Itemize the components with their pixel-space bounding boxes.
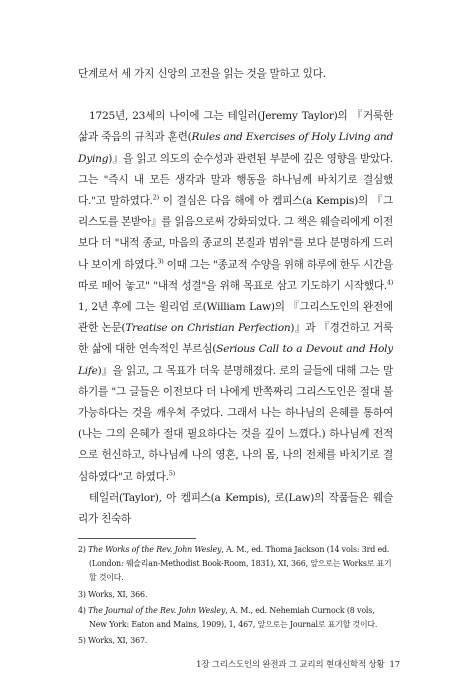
footnote-text: , A. M., ed. Thoma Jackson (14 vols: 3rd ed.(London: 웨슬리an-Methodist Book-Room, 1831), XI, 366, 앞으로는 Works로 표기할 것이다. [89, 545, 392, 583]
text-run: )』을 읽고, 그 목표가 더욱 분명해졌다. 로의 글들에 대해 그는 말하기를 "그 글들은 이전보다 더 나에게 반쪽짜리 그리스도인은 절대 불가능하다는 것을 깨우쳐 주었다. 그래서 나는 하나님의 은혜를 통하여(나는 그의 은혜가 절대 필요하다는 것을 깊이 느꼈다.) 하나님께 전적으로 헌신하고, 하나님께 나의 영혼, 나의 몸, 나의 전체를 바치기로 결심하였다"고 하였다. [78, 364, 393, 483]
footnote-ref[interactable]: 5) [168, 469, 175, 478]
footnote-ref[interactable]: 4) [386, 278, 393, 287]
text-run: )』을 읽고 의도의 순수성과 관련된 부분에 깊은 영향을 받았다. 그는 "즉시 내 모든 생각과 말과 행동을 하나님께 바치기로 결심했다."고 말하였다. [78, 152, 393, 208]
body-text [78, 64, 393, 530]
paragraph-taylor-kempis-law: 테일러(Taylor), 아 켐피스(a Kempis), 로(Law)의 작품들은 웨슬리가 친숙하 [78, 491, 393, 526]
paragraph-continuation: 단계로서 세 가지 신앙의 고전을 읽는 것을 말하고 있다. [78, 68, 326, 80]
text-run: 1, 2년 후에 그는 윌리엄 로(William Law)의 『그리스도인의 완전에 관한 논문( [78, 301, 393, 335]
book-title-italic: Serious Call to a Devout and Holy Life [78, 343, 393, 377]
footnote-title-italic: The Journal of the Rev. John Wesley [88, 605, 226, 615]
paragraph-1725 [78, 106, 393, 488]
paragraph-gap [78, 85, 393, 106]
footnotes [78, 538, 393, 650]
text-run: 이때 그는 "종교적 수양을 위해 하루에 한두 시간을 따로 떼어 놓고" "내적 성결"을 위해 목표로 삼고 기도하기 시작했다. [78, 258, 393, 292]
footnote-number: 4) [78, 605, 86, 615]
footnote-title-italic: The Works of the Rev. John Wesley [88, 545, 222, 554]
chapter-title: 1장 그리스도인의 완전과 그 교리의 현대신학적 상황 [196, 659, 385, 669]
footnote-text: Works, XI, 366. [88, 589, 148, 599]
footnote-item [78, 543, 393, 586]
text-run: )』과 『경건하고 거룩한 삶에 대한 연속적인 부르심( [78, 322, 393, 356]
footnote-text: , A. M., ed. Nehemiah Curnock (8 vols, New York: Eaton and Mains, 1909), 1, 467, 앞으로는 Journal로 표기할 것이다. [89, 605, 378, 630]
running-footer [196, 658, 400, 670]
footnote-item [78, 588, 393, 602]
text-run: 1725년, 23세의 나이에 그는 테일러(Jeremy Taylor)의 『거룩한 삶과 죽음의 규칙과 훈련( [78, 110, 393, 144]
footnote-number: 2) [78, 545, 86, 554]
footnote-ref[interactable]: 2) [152, 193, 159, 202]
book-title-italic: Rules and Exercises of Holy Living and Dying [78, 131, 393, 165]
footnote-text: Works, XI, 367. [88, 636, 148, 646]
footnote-ref[interactable]: 3) [157, 257, 164, 266]
book-title-italic: Treatise on Christian Perfection [125, 322, 291, 335]
page-number: 17 [389, 659, 400, 669]
footnote-divider [78, 538, 196, 539]
footnote-item [78, 634, 393, 648]
footnote-number: 5) [78, 636, 86, 646]
footnote-number: 3) [78, 589, 86, 599]
text-run: 이 결심은 다음 해에 아 켐피스(a Kempis)의 『그리스도를 본받아』를 읽음으로써 강화되었다. 그 책은 웨슬리에게 이전보다 더 "내적 종교, 마음의 종교의 본질과 범위"를 보다 분명하게 드러나 보이게 하였다. [78, 195, 393, 271]
footnote-item [78, 604, 393, 632]
